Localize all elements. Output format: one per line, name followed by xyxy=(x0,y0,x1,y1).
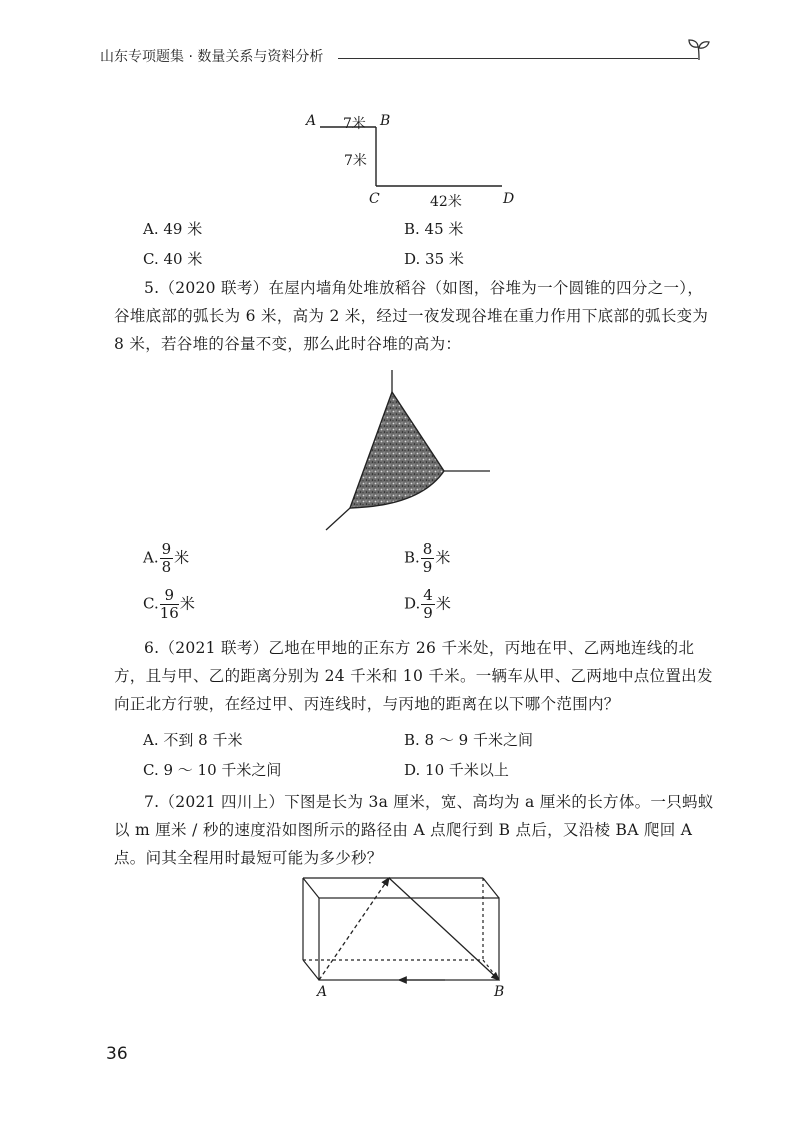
header-title: 山东专项题集 · 数量关系与资料分析 xyxy=(100,49,324,65)
sprout-icon xyxy=(686,36,712,62)
header-rule xyxy=(338,58,698,59)
q5-option-a: A. $\frac{9}{8}$ 米 xyxy=(143,540,190,576)
label-c: C xyxy=(369,191,380,207)
q4-option-d: D. 35 米 xyxy=(404,250,464,268)
q7-question: 7.（2021 四川上）下图是长为 3a 厘米，宽、高均为 a 厘米的长方体。一只蚂蚁以 m 厘米 / 秒的速度沿如图所示的路径由 A 点爬行到 B 点后，又沿棱 BA 爬回 A 点。问其全程用时最短可能为多少秒？ xyxy=(114,793,714,867)
label-ab-length: 7米 xyxy=(343,116,366,132)
q6-option-b: B. 8 ～ 9 千米之间 xyxy=(404,731,533,749)
q6-option-a: A. 不到 8 千米 xyxy=(143,731,243,749)
q6-question: 6.（2021 联考）乙地在甲地的正东方 26 千米处，丙地在甲、乙两地连线的北方，且与甲、乙的距离分别为 24 千米和 10 千米。一辆车从甲、乙两地中点位置出发向正北方行驶，在经过甲、丙连线时，与丙地的距离在以下哪个范围内？ xyxy=(114,639,713,713)
label-d: D xyxy=(503,191,515,207)
path-figure xyxy=(300,108,530,208)
cuboid-label-b: B xyxy=(494,984,505,1000)
q4-option-b: B. 45 米 xyxy=(404,220,464,238)
label-bc-length: 7米 xyxy=(344,153,367,169)
q6-option-c: C. 9 ～ 10 千米之间 xyxy=(143,761,282,779)
label-a: A xyxy=(306,113,317,129)
q5-question: 5.（2020 联考）在屋内墙角处堆放稻谷（如图，谷堆为一个圆锥的四分之一），谷堆底部的弧长为 6 米，高为 2 米，经过一夜发现谷堆在重力作用下底部的弧长变为 8 米，若谷堆的谷量不变，那么此时谷堆的高为： xyxy=(114,279,709,353)
fraction: $\frac{8}{9}$ xyxy=(422,540,433,576)
fraction: $\frac{9}{16}$ xyxy=(159,586,179,622)
grain-pile-figure xyxy=(320,368,500,533)
q6-option-d: D. 10 千米以上 xyxy=(404,761,509,779)
q4-option-c: C. 40 米 xyxy=(143,250,203,268)
page-number: 36 xyxy=(106,1044,128,1064)
q4-option-a: A. 49 米 xyxy=(143,220,203,238)
cuboid-figure xyxy=(295,870,515,990)
label-cd-length: 42米 xyxy=(430,194,462,210)
cuboid-label-a: A xyxy=(317,984,328,1000)
q5-option-b: B. $\frac{8}{9}$ 米 xyxy=(404,540,451,576)
path-down xyxy=(389,878,499,980)
grain-pile-shape xyxy=(350,392,444,508)
fraction: $\frac{9}{8}$ xyxy=(161,540,172,576)
path-up xyxy=(319,878,389,980)
fraction: $\frac{4}{9}$ xyxy=(423,586,433,622)
label-b: B xyxy=(380,113,391,129)
q5-option-c: C. $\frac{9}{16}$ 米 xyxy=(143,586,195,622)
q5-option-d: D. $\frac{4}{9}$ 米 xyxy=(404,586,451,622)
